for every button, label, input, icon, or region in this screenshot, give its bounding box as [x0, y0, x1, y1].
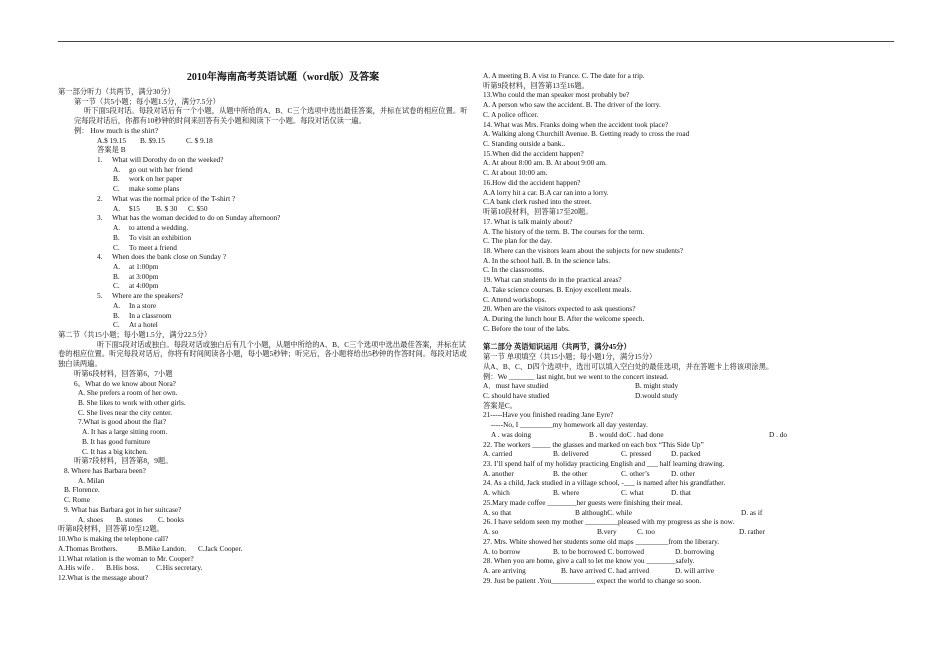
option-5b: B. In a classroom	[113, 310, 172, 320]
material-9-note: 听第9段材料，回答第13至16题。	[483, 80, 589, 90]
question-18: 18. Where can the visitors learn about the subjects for new students?	[483, 245, 684, 255]
part1-heading: 第一部分听力（共两节，满分30分）	[58, 87, 175, 96]
question-28: 28. When you are home, give a call to let me know you ________safely.	[483, 556, 695, 566]
option-17c: C. The plan for the day.	[483, 236, 552, 246]
options-23: A. another B. the other C. other’s D. other	[483, 468, 695, 478]
option-13c: C. A police officer.	[483, 109, 539, 119]
option-19c: C. Attend workshops.	[483, 294, 547, 304]
question-11: 11.What relation is the woman to Mr. Cooper?	[58, 553, 194, 563]
section2-heading: 第二节（共15小题；每小题1.5分，满分22.5分）	[58, 329, 212, 339]
option-18c: C. In the classrooms.	[483, 265, 545, 275]
example-option-c: C. $ 9.18	[186, 135, 213, 145]
question-22: 22. The workers _____ the glasses and marked on each box “This Side Up”	[483, 439, 704, 449]
question-4: 4. When does the bank close on Sunday ?	[97, 252, 227, 262]
example2-options-cd: C. should have studied D.would study	[483, 391, 678, 400]
option-6a: A. She prefers a room of her own.	[78, 388, 178, 398]
options-11: A.His wife . B.His boss. C.His secretary.	[58, 563, 203, 573]
option-4a: A. at 1:00pm	[113, 261, 159, 271]
question-29: 29. Just be patient .You____________ expect the world to change so soon.	[483, 575, 702, 585]
material-10-note: 听第10段材料，回答第17至20题。	[483, 207, 593, 217]
question-17: 17. What is talk mainly about?	[483, 216, 573, 226]
options-10: A.Thomas Brothers. B.Mike Landon. C.Jack Cooper.	[58, 543, 243, 553]
question-12: 12.What is the message about?	[58, 572, 149, 582]
question-5: 5. Where are the speakers?	[97, 291, 184, 301]
question-26: 26. I have seldom seen my mother _________pleased with my progress as she is now.	[483, 517, 735, 527]
question-25: 25.Mary made coffee ________her guests were finishing their meal.	[483, 497, 683, 507]
question-19: 19. What can students do in the practical areas?	[483, 275, 622, 285]
option-15c: C. At about 10:00 am.	[483, 168, 548, 178]
options-21: A . was doing B . would doC . had done D . do	[491, 429, 788, 439]
option-7c: C. It has a big kitchen.	[82, 446, 148, 456]
example2-answer: 答案是C。	[483, 400, 518, 410]
section1-instructions: 听下面5段对话。每段对话后有一个小题，从题中所给的A、B、C三个选项中选出最佳答案，并标在试卷的相应位置。听完每段对话后，你都有10秒钟的时间来回答有关小题和阅读下一小题。每段对话仅读一遍。	[74, 106, 468, 126]
option-6c: C. She lives near the city center.	[78, 407, 173, 417]
options-13ab: A. A person who saw the accident. B. The driver of the lorry.	[483, 100, 661, 110]
section1-heading: 第一节（共5小题；每小题1.5分，满分7.5分）	[74, 96, 220, 106]
header-rule	[58, 41, 894, 42]
option-8c: C. Rome	[64, 495, 90, 505]
option-7a: A. It has a large sitting room.	[82, 427, 168, 437]
question-8: 8. Where has Barbara been?	[64, 466, 146, 476]
material-8-note: 听第8段材料，回答第10至12题。	[58, 524, 164, 534]
option-8b: B. Florence.	[64, 485, 100, 495]
material-6-note: 听第6段材料，回答第6，7小题	[74, 368, 173, 378]
option-16c: C.A bank clerk rushed into the street.	[483, 197, 592, 207]
question-10: 10.Who is making the telephone call?	[58, 534, 169, 544]
part2-heading: 第二部分 英语知识运用（共两节，满分45分）	[483, 342, 631, 352]
option-3b: B. To visit an exhibition	[113, 232, 192, 242]
option-5a: A. In a store	[113, 300, 157, 310]
example2-question: 例：We _______ last night, but we went to the concert instead.	[483, 371, 669, 381]
options-15ab: A. At about 8:00 am. B. At about 9:00 am.	[483, 158, 607, 168]
option-7b: B. It has good furniture	[82, 436, 151, 446]
question-16: 16.How did the accident happen?	[483, 177, 581, 187]
options-16ab: A.A lorry hit a car. B.A car ran into a lorry.	[483, 187, 609, 197]
example-option-b: B. $9.15	[140, 135, 165, 145]
options-26: A. so B.very C. too D. rather	[483, 527, 765, 537]
example-options	[58, 136, 468, 146]
part2-section1-heading: 第一节 单项填空（共15小题；每小题1分，满分15分）	[483, 352, 657, 362]
options-14ab: A. Walking along Churchill Avenue. B. Getting ready to cross the road	[483, 129, 690, 139]
right-column	[483, 71, 895, 585]
example-question: 例： How much is the shirt?	[74, 125, 159, 135]
options-19ab: A. Take science courses. B. Enjoy excellent meals.	[483, 284, 632, 294]
question-6: 6。What do we know about Nora?	[74, 378, 176, 388]
question-24: 24. As a child, Jack studied in a village school, -___ is named after his grandfather.	[483, 478, 726, 488]
options-24: A. which B. where C. what D. that	[483, 488, 691, 498]
question-21-reply: -----No, I _________my homework all day yesterday.	[491, 420, 648, 430]
option-5c: C. At a hotel	[113, 320, 158, 330]
example-answer: 答案是 B	[97, 145, 126, 155]
options-17ab: A. The history of the term. B. The courses for the term.	[483, 226, 645, 236]
question-20: 20. When are the visitors expected to ask questions?	[483, 304, 636, 314]
options-25: A. so that B althoughC. while D. as if	[483, 507, 763, 517]
question-27: 27. Mrs. White showed her students some old maps _________from the liberary.	[483, 536, 720, 546]
question-1: 1. What will Dorothy do on the weeked?	[97, 155, 224, 165]
options-28: A. are arriving B. have arrived C. had arrived D. will arrive	[483, 565, 715, 575]
section2-instructions: 听下面5段对话或独白。每段对话或独白后有几个小题，从题中所给的A、B、C三个选项中选出最佳答案，并标在试卷的相应位置。听完每段对话后，你将有时间阅读各小题，每小题5秒钟；听完后，各小题将给出5秒钟的作答时间。每段对话或独白读两遍。	[58, 339, 467, 369]
options-22: A. carried B. delivered C. pressed D. packed	[483, 449, 701, 459]
question-7: 7.What is good about the flat?	[78, 417, 166, 427]
question-9: 9. What has Barbara got in her suitcase?	[64, 504, 182, 514]
option-6b: B. She likes to work with other girls.	[78, 398, 186, 407]
options-27: A. to borrow B. to be borrowed C. borrowed D. borrowing	[483, 546, 715, 556]
question-2: 2. What was the normal price of the T-shirt ?	[97, 193, 236, 203]
question-14: 14. What was Mrs. Franks doing when the accident took place?	[483, 119, 669, 129]
question-23: 23. I’ll spend half of my holiday practicing English and ___ half learning drawing.	[483, 459, 725, 469]
option-4b: B. at 3:00pm	[113, 271, 159, 281]
part2-section1-instructions: 从A、B、C、D四个选项中，选出可以填入空白处的最佳选项，并在答题卡上将该项涂黑。	[483, 361, 774, 371]
options-2: A. $15 B. $ 30 C. $50	[113, 203, 208, 213]
question-15: 15.When did the accident happen?	[483, 148, 584, 158]
option-1b: B. work on her paper	[113, 174, 183, 184]
options-20ab: A. During the lunch hour B. After the welcome speech.	[483, 313, 645, 323]
option-3a: A. to attend a wedding.	[113, 223, 189, 233]
option-3c: C. To meet a friend	[113, 242, 177, 252]
options-9: A. shoes B. stones C. books	[78, 514, 184, 524]
document-title: 2010年海南高考英语试题（word版）及答案	[186, 72, 380, 83]
option-14c: C. Standing outside a bank..	[483, 139, 566, 149]
options-12: A. A meeting B. A vist to France. C. The date for a trip.	[483, 71, 645, 80]
option-8a: A. Milan	[78, 475, 105, 485]
example-option-a: A.$ 19.15	[97, 135, 126, 145]
options-18ab: A. In the school hall. B. In the science labs.	[483, 255, 611, 265]
option-1a: A. go out with her friend	[113, 164, 193, 174]
left-column	[58, 67, 468, 583]
question-3: 3. What has the woman decided to do on Sunday afternoon?	[97, 213, 281, 223]
option-20c: C. Before the tour of the labs.	[483, 323, 570, 333]
material-7-note: 听第7段材料，回答第8，9题。	[74, 456, 173, 466]
option-4c: C. at 4:00pm	[113, 281, 159, 291]
example2-options-ab: A．must have studied B. might study	[483, 381, 679, 391]
question-21: 21-----Have you finished reading Jane Eyre?	[483, 410, 614, 420]
option-1c: C. make some plans	[113, 184, 180, 194]
question-13: 13.Who could the man speaker most probably be?	[483, 90, 630, 100]
